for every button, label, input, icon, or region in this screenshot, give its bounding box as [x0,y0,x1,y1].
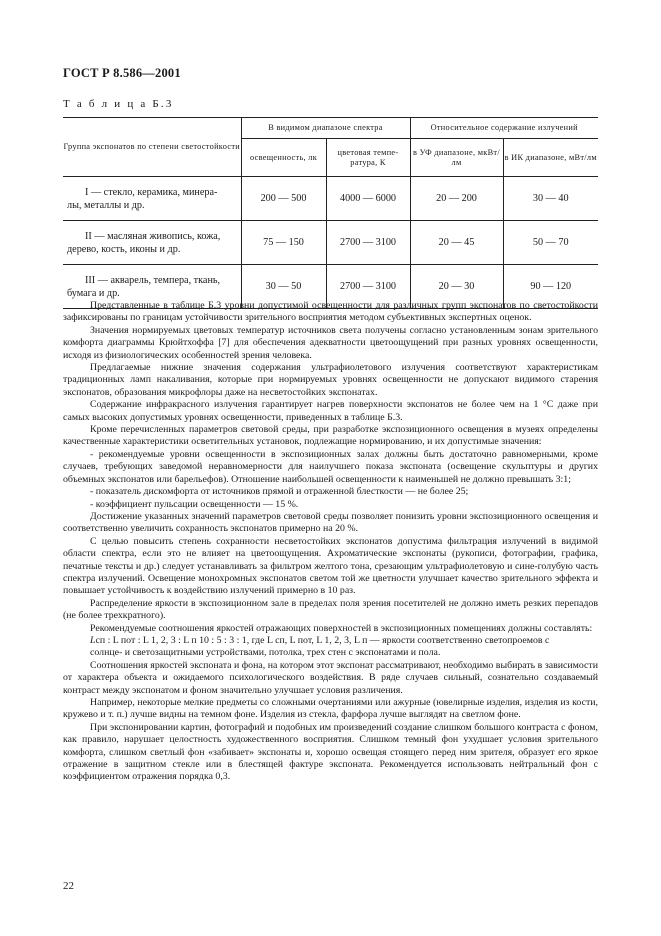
paragraph: Рекомендуемые соотношения яркостей отражающих поверхностей в экспозиционных помещениях должны составлять: [90,622,593,634]
ir-cell: 30 — 40 [503,177,598,221]
formula-expression: сп : L пот : L 1, 2, 3 : L п 10 : 5 : 3 : 1, где L сп, L пот, L 1, 2, 3, L п — [95,634,380,646]
color-temp-cell: 2700 — 3100 [326,265,410,309]
paragraph: Достижение указанных значений параметров световой среды позволяет понизить уровни экспозиционного освещения и соответственно увеличить сохранность экспонатов примерно на 20 %. [63,510,598,535]
body-text [63,300,598,784]
table-row [63,221,598,265]
list-item: - показатель дискомфорта от источников прямой и отраженной блесткости — не более 25; [90,486,469,498]
paragraph: С целью повысить степень сохранности несветостойких экспонатов допустима фильтрация излучений в видимой области спектра, если это не влияет на цветоощущения. Ахроматические экспонаты (рукописи, фотографии, графика, печатные тексты и др.) следует устанавливать за фильтром желтого тона, срезающим ультрафиолетовую и сине-голубую часть спектра излучений. Освещение монохромных экспонатов светом той же цветности улучшает качество зрительного эффекта и повышает устойчивость к воздействию излучений примерно в 10 раз. [63,535,598,597]
paragraph: Например, некоторые мелкие предметы со сложными очертаниями или ажурные (ювелирные изделия, изделия из кости, кружево и т. п.) лучше видны на темном фоне. Изделия из стекла, фарфора лучше выглядят на светлом фоне. [63,697,598,721]
paragraph: Распределение яркости в экспозиционном зале в пределах поля зрения посетителей не должно иметь резких перепадов (не более трехкратного). [63,597,598,622]
color-temp-cell: 2700 — 3100 [326,221,410,265]
exhibits-table [63,117,598,309]
col-header-color-temp: цветовая темпе-ратура, К [326,139,410,177]
formula-line1: яркости соответственно светопроемов с [382,634,550,646]
ir-cell: 50 — 70 [503,221,598,265]
paragraph: Соотношения яркостей экспоната и фона, на котором этот экспонат рассматривают, необходимо выбирать в зависимости от характера объекта и ожидаемого психологического воздействия. В ряде случаев сильный, сознательно создаваемый контраст между экспонатом и фоном значительно улучшает условия различения. [63,659,598,696]
list-item: - рекомендуемые уровни освещенности в экспозиционных залах должны быть достаточно равномерными, кроме случаев, требующих заведомой неравномерности для наилучшего показа экспоната (освещение скульптуры и других объемных экспонатов или барельефов). Отношение наибольшей освещенности к наименьшей не должно превышать 3:1; [63,448,598,485]
uv-cell: 20 — 45 [410,221,503,265]
group-cell: II — масляная живопись, кожа, дерево, кость, иконы и др. [63,221,241,265]
table-row [63,177,598,221]
paragraph: Кроме перечисленных параметров световой среды, при разработке экспозиционного освещения в музеях определены качественные характеристики осветительных установок, подлежащие нормированию, и их допустимые значения: [63,424,598,448]
illuminance-cell: 30 — 50 [241,265,326,309]
document-header: ГОСТ Р 8.586—2001 [63,66,181,80]
ir-cell: 90 — 120 [503,265,598,309]
uv-cell: 20 — 30 [410,265,503,309]
illuminance-cell: 75 — 150 [241,221,326,265]
col-header-illuminance: освещенность, лк [241,139,326,177]
group-cell: III — акварель, темпера, ткань, бумага и др. [63,265,241,309]
table-caption: Т а б л и ц а Б.3 [63,98,174,110]
paragraph: Значения нормируемых цветовых температур источников света получены согласно установленным зонам зрительного комфорта диаграммы Крюйтхоффа [7] для обеспечения адекватности цветоощущений при разных уровнях освещенности, исходя из физиологических особенностей зрения человека. [63,324,598,361]
formula [63,635,598,647]
col-header-visible: В видимом диапазоне спектра [241,118,410,139]
formula-continuation: солнце- и светозащитными устройствами, потолка, трех стен с экспонатами и пола. [90,647,441,659]
uv-cell: 20 — 200 [410,177,503,221]
paragraph: Представленные в таблице Б.3 уровни допустимой освещенности для различных групп экспонатов по светостойкости зафиксированы по границам устойчивости зрительного восприятия методом субъективных экспертных оценок. [63,300,598,324]
list-item: - коэффициент пульсации освещенности — 15 %. [90,498,299,510]
illuminance-cell: 200 — 500 [241,177,326,221]
luminance-symbol: L [90,634,96,646]
group-cell: I — стекло, керамика, минера- лы, металлы и др. [63,177,241,221]
col-header-relative: Относительное содержание излучений [410,118,598,139]
paragraph: Содержание инфракрасного излучения гарантирует нагрев поверхности экспонатов не более чем на 1 °С даже при самых высоких допустимых уровнях освещенности, приведенных в таблице Б.3. [63,399,598,423]
color-temp-cell: 4000 — 6000 [326,177,410,221]
col-header-uv: в УФ диапазоне, мкВт/лм [410,139,503,177]
page-number: 22 [63,880,74,892]
paragraph: При экспонировании картин, фотографий и подобных им произведений создание слишком большого контраста с фоном, как правило, нарушает целостность художественного восприятия. Слишком темный фон ухудшает условия зрительного комфорта, слишком светлый фон «забивает» экспонаты и, хорошо освещая стоящего перед ним зрителя, образует его яркое отражение в защитном стекле или в блестящей фактуре экспоната. Рекомендуется использовать нейтральный фон с коэффициентом отражения порядка 0,3. [63,721,598,783]
col-header-group: Группа экспонатов по степени светостойкости [63,118,241,177]
col-header-ir: в ИК диапазоне, мВт/лм [503,139,598,177]
paragraph: Предлагаемые нижние значения содержания ультрафиолетового излучения соответствуют характеристикам традиционных ламп накаливания, которые при нормируемых уровнях освещенности не допускают видимого старения экспонатов, образования микрофлоры даже на несветостойких экспонатах. [63,362,598,398]
